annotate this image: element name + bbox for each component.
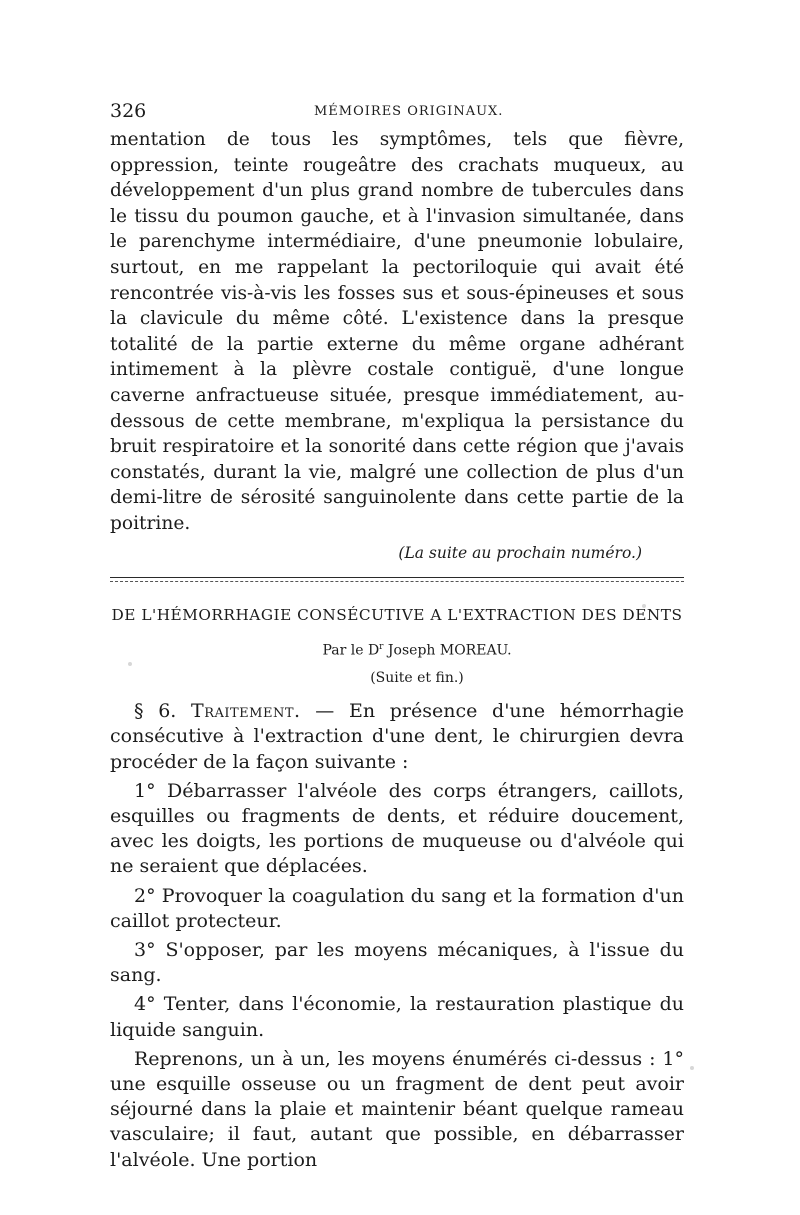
article-subtitle: (Suite et fin.) — [370, 670, 464, 687]
byline-sup: r — [379, 641, 384, 652]
paper-speck — [690, 1066, 694, 1070]
running-head — [110, 96, 684, 126]
step-2: 2° Provoquer la coagulation du sang et la formation d'un caillot protecteur. — [110, 884, 684, 932]
paper-speck — [642, 604, 646, 608]
section-number: § 6. — [134, 700, 177, 723]
byline-name: Joseph MOREAU. — [383, 642, 512, 659]
section-divider — [110, 576, 684, 586]
running-title: MÉMOIRES ORIGINAUX. — [314, 104, 504, 119]
step-4: 4° Tenter, dans l'économie, la restauration plastique du liquide sanguin. — [110, 993, 684, 1041]
byline-prefix: Par le D — [322, 642, 380, 659]
section-intro-text: — En présence d'une hémorrhagie consécutive à l'extraction d'une dent, le chirurgien devra procéder de la façon suivante : — [110, 700, 684, 773]
byline — [110, 636, 684, 662]
page-number: 326 — [110, 100, 147, 122]
divider-rule-dashed — [110, 581, 684, 582]
section-heading: Traitement. — [191, 700, 301, 723]
previous-article-text — [110, 127, 684, 537]
closing-paragraph: Reprenons, un à un, les moyens énumérés ci-dessus : 1° une esquille osseuse ou un fragment de dent peut avoir séjourné dans la plaie et maintenir béant quelque rameau vasculaire; il faut, autant que possible, en débarrasser l'alvéole. Une portion — [110, 1047, 684, 1171]
divider-rule — [110, 577, 684, 578]
previous-article-paragraph: mentation de tous les symptômes, tels que fièvre, oppression, teinte rougeâtre des crachats muqueux, au développement d'un plus grand nombre de tubercules dans le tissu du poumon gauche, et à l'invasion simultanée, dans le parenchyme intermédiaire, d'une pneumonie lobulaire, surtout, en me rappelant la pectoriloquie qui avait été rencontrée vis-à-vis les fosses sus et sous-épineuses et sous la clavicule du même côté. L'existence dans la presque totalité de la partie externe du même organe adhérant intimement à la plèvre costale contiguë, d'une longue caverne anfractueuse située, presque immédiatement, au-dessous de cette membrane, m'expliqua la persistance du bruit respiratoire et la sonorité dans cette région que j'avais constatés, durant la vie, malgré une collection de plus d'un demi-litre de sérosité sanguinolente dans cette partie de la poitrine. — [110, 129, 684, 534]
page — [110, 96, 684, 1173]
to-be-continued-note: (La suite au prochain numéro.) — [398, 543, 642, 562]
paper-speck — [128, 662, 132, 666]
article-body — [110, 699, 684, 1173]
step-1: 1° Débarrasser l'alvéole des corps étrangers, caillots, esquilles ou fragments de dents, et réduire doucement, avec les doigts, les portions de muqueuse ou d'alvéole qui ne seraient que déplacées. — [110, 779, 684, 878]
section-intro — [110, 699, 684, 775]
step-3: 3° S'opposer, par les moyens mécaniques, à l'issue du sang. — [110, 938, 684, 987]
article-title: DE L'HÉMORRHAGIE CONSÉCUTIVE A L'EXTRACTION DES DENTS — [111, 605, 683, 624]
